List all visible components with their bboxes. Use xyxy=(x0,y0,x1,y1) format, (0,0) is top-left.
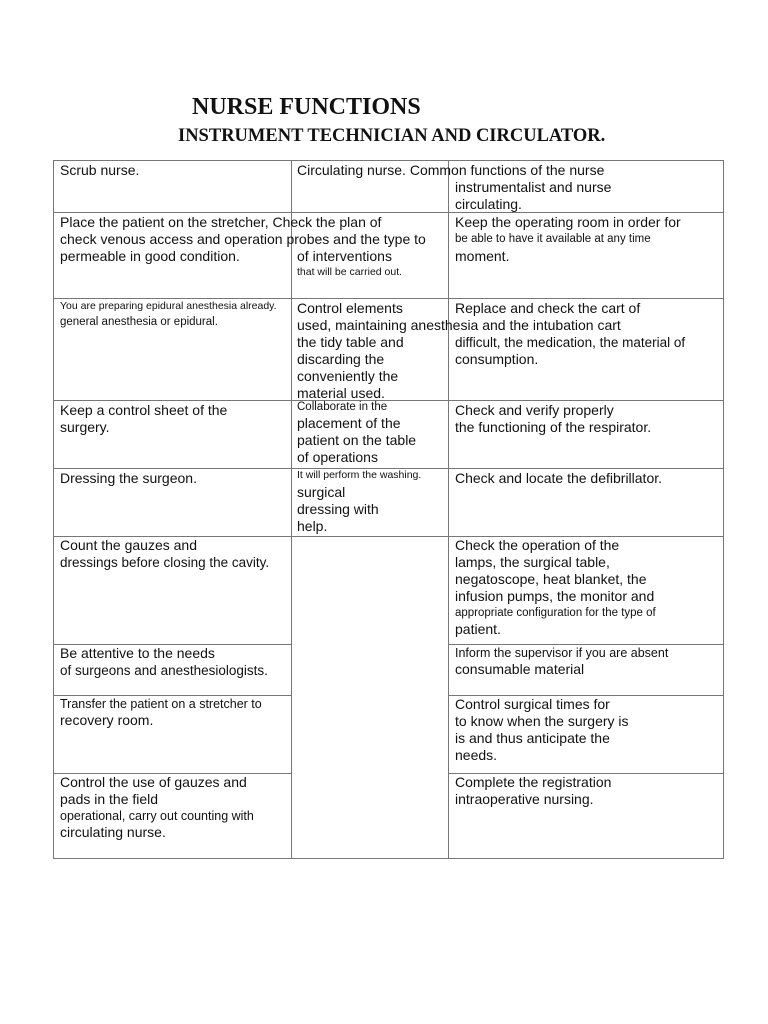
row8-scrub xyxy=(60,774,254,841)
cell-line: needs. xyxy=(455,747,498,763)
row7-common xyxy=(455,696,629,764)
row-divider xyxy=(54,212,724,213)
cell-line: that will be carried out. xyxy=(297,266,403,278)
cell-line: Keep a control sheet of the xyxy=(60,402,228,418)
cell-line: of operations xyxy=(297,449,378,465)
header-circulating-nurse xyxy=(297,162,604,179)
cell-line: used, maintaining anesthesia and the intubation cart xyxy=(297,317,621,333)
cell-line: Be attentive to the needs xyxy=(60,645,215,661)
cell-line: instrumentalist and nurse xyxy=(455,179,612,195)
cell-line: be able to have it available at any time xyxy=(455,233,651,245)
cell-line: the tidy table and xyxy=(297,334,404,350)
cell-line: of interventions xyxy=(297,248,392,264)
cell-line: Transfer the patient on a stretcher to xyxy=(60,697,262,711)
cell-line: Check and verify properly xyxy=(455,402,614,418)
table-border-right xyxy=(723,161,724,858)
cell-line: is and thus anticipate the xyxy=(455,730,610,746)
cell-line: Keep the operating room in order for xyxy=(455,214,681,230)
cell-line: Count the gauzes and xyxy=(60,537,197,553)
row5-scrub xyxy=(60,537,269,571)
cell-line: general anesthesia or epidural. xyxy=(60,316,218,328)
cell-line: dressings before closing the cavity. xyxy=(60,555,270,570)
functions-table xyxy=(53,160,724,859)
cell-line: Place the patient on the stretcher, Check the plan of xyxy=(60,214,382,230)
table-border-bottom xyxy=(54,858,724,859)
cell-line: Complete the registration xyxy=(455,774,612,790)
cell-line: Check the operation of the xyxy=(455,537,620,553)
cell-line: consumption. xyxy=(455,351,539,367)
cell-line: placement of the xyxy=(297,415,401,431)
row6-common xyxy=(455,645,668,678)
cell-line: consumable material xyxy=(455,661,585,677)
cell-line: circulating nurse. xyxy=(60,824,166,840)
row1-circulating xyxy=(297,248,402,279)
cell-line: recovery room. xyxy=(60,712,154,728)
cell-line: Circulating nurse. Common functions of the nurse xyxy=(297,162,605,178)
cell-line: circulating. xyxy=(455,196,522,212)
page-title: NURSE FUNCTIONS xyxy=(192,94,421,120)
cell-line: Control the use of gauzes and xyxy=(60,774,247,790)
cell-line: Check and locate the defibrillator. xyxy=(455,470,663,486)
cell-line: patient. xyxy=(455,621,501,637)
cell-line: permeable in good condition. xyxy=(60,248,240,264)
cell-line: help. xyxy=(297,518,328,534)
row5-common xyxy=(455,537,656,638)
cell-line: Inform the supervisor if you are absent xyxy=(455,646,669,660)
cell-line: You are preparing epidural anesthesia already. xyxy=(60,300,277,312)
cell-line: Collaborate in the xyxy=(297,401,388,413)
cell-line: intraoperative nursing. xyxy=(455,791,594,807)
row3-circulating xyxy=(297,400,416,466)
cell-line: infusion pumps, the monitor and xyxy=(455,588,655,604)
cell-line: lamps, the surgical table, xyxy=(455,554,610,570)
row6-scrub xyxy=(60,645,268,679)
cell-line: surgery. xyxy=(60,419,110,435)
cell-line: negatoscope, heat blanket, the xyxy=(455,571,647,587)
cell-line: discarding the xyxy=(297,351,385,367)
row1-common xyxy=(455,214,681,265)
header-common-functions xyxy=(455,179,611,213)
row3-scrub xyxy=(60,402,227,436)
cell-line: appropriate configuration for the type of xyxy=(455,607,656,619)
cell-line: Control elements xyxy=(297,300,403,316)
cell-line: the functioning of the respirator. xyxy=(455,419,652,435)
cell-line: patient on the table xyxy=(297,432,417,448)
row2-common xyxy=(455,300,685,368)
row4-scrub xyxy=(60,470,197,487)
cell-line: difficult, the medication, the material of xyxy=(455,335,686,350)
row8-common xyxy=(455,774,611,808)
cell-line: check venous access and operation probes and the type to xyxy=(60,231,426,247)
cell-line: Replace and check the cart of xyxy=(455,300,641,316)
row4-circulating xyxy=(297,467,421,535)
page-subtitle: INSTRUMENT TECHNICIAN AND CIRCULATOR. xyxy=(178,126,606,146)
cell-line: dressing with xyxy=(297,501,379,517)
cell-line: moment. xyxy=(455,248,510,264)
cell-line: pads in the field xyxy=(60,791,159,807)
row4-common xyxy=(455,470,662,487)
cell-line: surgical xyxy=(297,484,346,500)
row2-scrub xyxy=(60,298,277,330)
row3-common xyxy=(455,402,651,436)
column-divider-2 xyxy=(448,161,449,858)
cell-line: It will perform the washing. xyxy=(297,469,422,481)
row7-scrub xyxy=(60,696,262,729)
cell-line: to know when the surgery is xyxy=(455,713,629,729)
cell-line: Dressing the surgeon. xyxy=(60,470,197,486)
cell-line: conveniently the xyxy=(297,368,399,384)
column-divider-1 xyxy=(291,161,292,858)
cell-line: Control surgical times for xyxy=(455,696,610,712)
header-scrub-nurse xyxy=(60,162,139,179)
cell-line: material used. xyxy=(297,385,385,401)
cell-line: operational, carry out counting with xyxy=(60,809,254,823)
cell-line: of surgeons and anesthesiologists. xyxy=(60,663,268,678)
cell-line: Scrub nurse. xyxy=(60,162,140,178)
